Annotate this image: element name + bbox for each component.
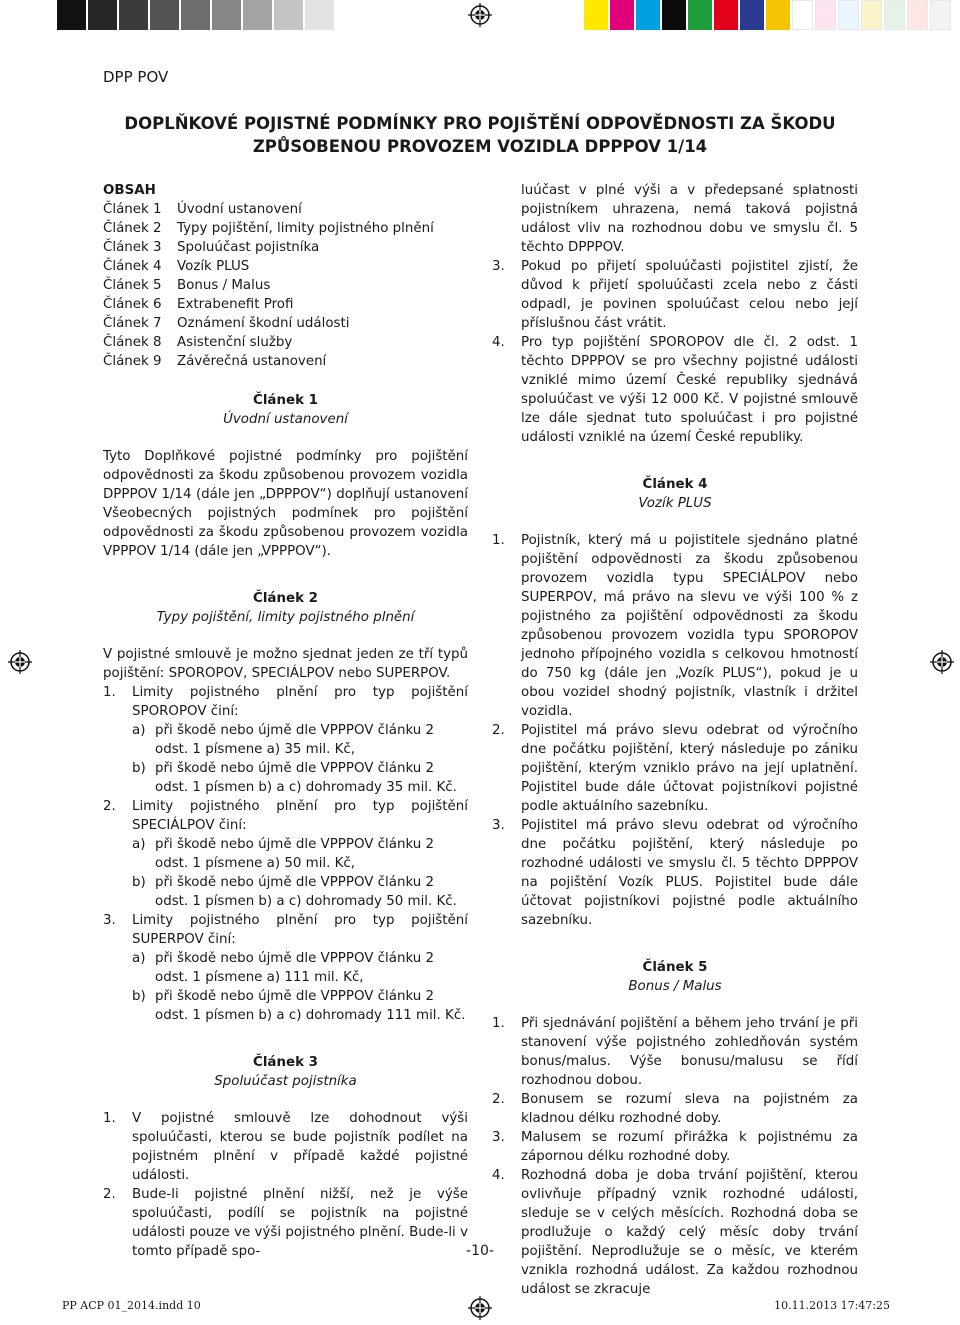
registration-mark-icon — [8, 650, 32, 674]
toc-article-number: Článek 4 — [103, 259, 162, 274]
left-column — [103, 181, 468, 1261]
sub-item-text: při škodě nebo újmě dle VPPPOV článku 2 odst. 1 písmene a) 111 mil. Kč, — [155, 951, 435, 985]
article-3-subtitle: Spoluúčast pojistníka — [214, 1074, 357, 1089]
item-text: Rozhodná doba je doba trvání pojištění, kterou ovlivňuje případný vznik rozhodné události, sleduje se v celých měsících. Rozhodná doba se prodlužuje o každý celý měsíc doby trvání pojištění. Neprodlužuje se o měsíc, ve kterém vznikla rozhodná událost. Za každou rozhodnou událost se zkracuje — [521, 1168, 858, 1297]
footer-timestamp: 10.11.2013 17:47:25 — [774, 1299, 890, 1312]
grey-swatch — [119, 0, 148, 30]
process-swatch — [636, 0, 660, 30]
toc-heading: OBSAH — [103, 183, 156, 198]
article-5-heading: Článek 5 — [642, 960, 708, 975]
tint-swatch — [907, 0, 928, 30]
item-text: Malusem se rozumí přirážka k pojistnému za zápornou délku rozhodné doby. — [521, 1130, 858, 1164]
item-text: Při sjednávání pojištění a během jeho trvání je při stanovení výše pojistného zohledňován systém bonus/malus. Výše bonusu/malusu se řídí rozhodnou dobou. — [521, 1016, 858, 1088]
sub-item — [132, 949, 468, 987]
sub-item-text: při škodě nebo újmě dle VPPPOV článku 2 odst. 1 písmene a) 50 mil. Kč, — [155, 837, 435, 871]
toc-article-number: Článek 8 — [103, 335, 162, 350]
article-1-heading: Článek 1 — [253, 393, 318, 408]
item-text: Limity pojistného plnění pro typ pojištění SPECIÁLPOV činí: — [132, 799, 468, 833]
toc-article-number: Článek 9 — [103, 354, 162, 369]
tint-swatch — [792, 0, 813, 30]
toc-row — [103, 276, 468, 295]
article-3-heading: Článek 3 — [253, 1055, 318, 1070]
item-text: Pojistník, který má u pojistitele sjednáno platné pojištění odpovědnosti za škodu způsobenou provozem vozidla typu SPECIÁLPOV nebo SUPERPOV, má právo na slevu ve výši 100 % z pojistného za pojištění odpovědnosti za škodu způsobenou provozem vozidla typu SPOROPOV jednoho přípojného vozidla s celkovou hmotností do 750 kg (dále jen „Vozík PLUS“), pokud je u obou vozidel shodný pojistník, vlastník i držitel vozidla. — [521, 533, 858, 719]
grey-swatch — [243, 0, 272, 30]
list-item — [492, 1128, 858, 1166]
tint-swatch — [815, 0, 836, 30]
item-text: V pojistné smlouvě lze dohodnout výši spoluúčasti, kterou se bude pojistník podílet na pojistném plnění v případě každé pojistné události. — [132, 1111, 468, 1183]
toc-article-number: Článek 5 — [103, 278, 162, 293]
grey-swatch — [181, 0, 210, 30]
list-item — [492, 816, 858, 930]
process-swatch — [610, 0, 634, 30]
sub-item — [132, 721, 468, 759]
sub-item-text: při škodě nebo újmě dle VPPPOV článku 2 odst. 1 písmen b) a c) dohromady 35 mil. Kč. — [155, 761, 457, 795]
list-item — [103, 1109, 468, 1185]
sub-item — [132, 987, 468, 1025]
toc-article-title: Spoluúčast pojistníka — [177, 240, 320, 255]
list-item — [492, 721, 858, 816]
toc-article-number: Článek 3 — [103, 240, 162, 255]
article-3-list — [103, 1109, 468, 1261]
item-number: 3. — [492, 818, 505, 833]
item-number: 1. — [492, 1016, 505, 1031]
article-3-list-continued — [492, 257, 858, 447]
toc-article-number: Článek 1 — [103, 202, 162, 217]
toc-article-title: Vozík PLUS — [177, 259, 250, 274]
list-item — [492, 1166, 858, 1299]
sub-item-letter: b) — [132, 989, 146, 1004]
tint-swatch — [861, 0, 882, 30]
toc-row — [103, 314, 468, 333]
table-of-contents — [103, 200, 468, 371]
article-1-text: Tyto Doplňkové pojistné podmínky pro pojištění odpovědnosti za škodu způsobenou provozem vozidla DPPPOV 1/14 (dále jen „DPPPOV“) doplňují ustanovení Všeobecných pojistných podmínek pro pojištění odpovědnosti za škodu způsobenou provozem vozidla VPPPOV 1/14 (dále jen „VPPPOV“). — [103, 449, 468, 559]
article-5-subtitle: Bonus / Malus — [628, 979, 722, 994]
list-item — [492, 1014, 858, 1090]
article-2-subtitle: Typy pojištění, limity pojistného plnění — [156, 610, 415, 625]
footer-file-name: PP ACP 01_2014.indd 10 — [62, 1299, 201, 1312]
process-swatch — [714, 0, 738, 30]
item-text: Pojistitel má právo slevu odebrat od výročního dne počátku pojištění, který následuje po rozhodné události ve smyslu čl. 5 těchto DPPPOV na pojištění Vozík PLUS. Pojistitel bude dále účtovat pojistníkovi pojistné podle aktuálního sazebníku. — [521, 818, 858, 928]
toc-article-number: Článek 7 — [103, 316, 162, 331]
right-column — [492, 181, 858, 1299]
item-text: Limity pojistného plnění pro typ pojištění SPOROPOV činí: — [132, 685, 468, 719]
toc-article-title: Závěrečná ustanovení — [177, 354, 327, 369]
toc-article-title: Extrabenefit Profi — [177, 297, 294, 312]
document-title-line-2: ZPŮSOBENOU PROVOZEM VOZIDLA DPPPOV 1/14 — [252, 137, 708, 156]
document-title-line-1: DOPLŇKOVÉ POJISTNÉ PODMÍNKY PRO POJIŠTĚNÍ ODPOVĚDNOSTI ZA ŠKODU — [124, 114, 836, 133]
item-text: Bude-li pojistné plnění nižší, než je výše spoluúčasti, podílí se pojistník na pojistné události pouze ve výši pojistného plnění. Bude-li v tomto případě spo- — [132, 1187, 468, 1259]
item-number: 2. — [103, 799, 116, 814]
list-item — [492, 333, 858, 447]
toc-row — [103, 238, 468, 257]
article-4-heading: Článek 4 — [642, 477, 708, 492]
list-item — [492, 531, 858, 721]
sub-item-letter: a) — [132, 951, 146, 966]
sub-item-letter: b) — [132, 875, 146, 890]
item-number: 1. — [103, 1111, 116, 1126]
item-number: 1. — [103, 685, 116, 700]
item-text: Pro typ pojištění SPOROPOV dle čl. 2 odst. 1 těchto DPPPOV se pro všechny pojistné události vzniklé mimo území České republiky sjednává spoluúčast ve výši 12 000 Kč. V pojistné smlouvě lze dále sjednat tuto spoluúčast i pro pojistné události vzniklé na území České republiky. — [521, 335, 858, 445]
item-text: Bonusem se rozumí sleva na pojistném za kladnou délku rozhodné doby. — [521, 1092, 858, 1126]
item-text: Limity pojistného plnění pro typ pojištění SUPERPOV činí: — [132, 913, 468, 947]
grey-swatch — [57, 0, 86, 30]
registration-mark-icon — [468, 1296, 492, 1320]
tint-swatch — [838, 0, 859, 30]
tint-swatch — [884, 0, 905, 30]
item-number: 3. — [492, 1130, 505, 1145]
item-number: 1. — [492, 533, 505, 548]
article-3-continuation: luúčast v plné výši a v předepsané splatnosti pojistníkem uhrazena, nemá taková pojistná událost vliv na rozhodnou dobu ve smyslu čl. 5 těchto DPPPOV. — [521, 183, 858, 255]
sub-item-text: při škodě nebo újmě dle VPPPOV článku 2 odst. 1 písmen b) a c) dohromady 111 mil. Kč. — [155, 989, 466, 1023]
item-number: 3. — [492, 259, 505, 274]
sub-item — [132, 759, 468, 797]
item-text: Pojistitel má právo slevu odebrat od výročního dne počátku pojištění, který následuje po zániku pojištění, kterým vzniklo právo na její uplatnění. Pojistitel bude dále účtovat pojistníkovi pojistné podle aktuálního sazebníku. — [521, 723, 858, 814]
toc-article-number: Článek 2 — [103, 221, 162, 236]
grey-swatch — [305, 0, 334, 30]
toc-row — [103, 295, 468, 314]
grey-swatch — [88, 0, 117, 30]
item-number: 2. — [103, 1187, 116, 1202]
process-swatch — [740, 0, 764, 30]
article-1-subtitle: Úvodní ustanovení — [223, 412, 348, 427]
toc-row — [103, 352, 468, 371]
toc-row — [103, 257, 468, 276]
article-2-list — [103, 683, 468, 1025]
list-item — [492, 257, 858, 333]
toc-article-title: Asistenční služby — [177, 335, 293, 350]
item-number: 2. — [492, 1092, 505, 1107]
toc-row — [103, 219, 468, 238]
toc-article-title: Oznámení škodní události — [177, 316, 350, 331]
running-header: DPP POV — [103, 68, 169, 86]
item-number: 4. — [492, 1168, 505, 1183]
item-number: 3. — [103, 913, 116, 928]
grey-swatch — [212, 0, 241, 30]
list-item — [103, 797, 468, 835]
list-item — [103, 683, 468, 721]
toc-article-number: Článek 6 — [103, 297, 162, 312]
page-number: -10- — [466, 1243, 494, 1259]
item-text: Pokud po přijetí spoluúčasti pojistitel zjistí, že důvod k přijetí spoluúčasti zcela nebo z části odpadl, je povinen spoluúčast celou nebo její příslušnou část vrátit. — [521, 259, 858, 331]
sub-item-letter: b) — [132, 761, 146, 776]
list-item — [492, 1090, 858, 1128]
process-swatch — [766, 0, 790, 30]
grey-swatch — [150, 0, 179, 30]
item-number: 2. — [492, 723, 505, 738]
grey-swatch — [274, 0, 303, 30]
sub-item-text: při škodě nebo újmě dle VPPPOV článku 2 odst. 1 písmen b) a c) dohromady 50 mil. Kč. — [155, 875, 457, 909]
article-4-list — [492, 531, 858, 930]
registration-mark-icon — [468, 3, 492, 27]
article-4-subtitle: Vozík PLUS — [638, 496, 712, 511]
process-swatch — [688, 0, 712, 30]
toc-article-title: Typy pojištění, limity pojistného plnění — [177, 221, 434, 236]
toc-row — [103, 333, 468, 352]
tint-swatch — [930, 0, 951, 30]
article-2-intro: V pojistné smlouvě je možno sjednat jeden ze tří typů pojištění: SPOROPOV, SPECIÁLPOV nebo SUPERPOV. — [103, 647, 468, 681]
sub-item-letter: a) — [132, 723, 146, 738]
list-item — [103, 911, 468, 949]
process-swatch — [662, 0, 686, 30]
article-2-heading: Článek 2 — [253, 591, 318, 606]
toc-article-title: Bonus / Malus — [177, 278, 271, 293]
registration-mark-icon — [930, 650, 954, 674]
toc-row — [103, 200, 468, 219]
item-number: 4. — [492, 335, 505, 350]
sub-item-text: při škodě nebo újmě dle VPPPOV článku 2 odst. 1 písmene a) 35 mil. Kč, — [155, 723, 435, 757]
sub-item — [132, 835, 468, 873]
sub-item-letter: a) — [132, 837, 146, 852]
sub-item — [132, 873, 468, 911]
toc-article-title: Úvodní ustanovení — [177, 202, 302, 217]
process-swatch — [584, 0, 608, 30]
